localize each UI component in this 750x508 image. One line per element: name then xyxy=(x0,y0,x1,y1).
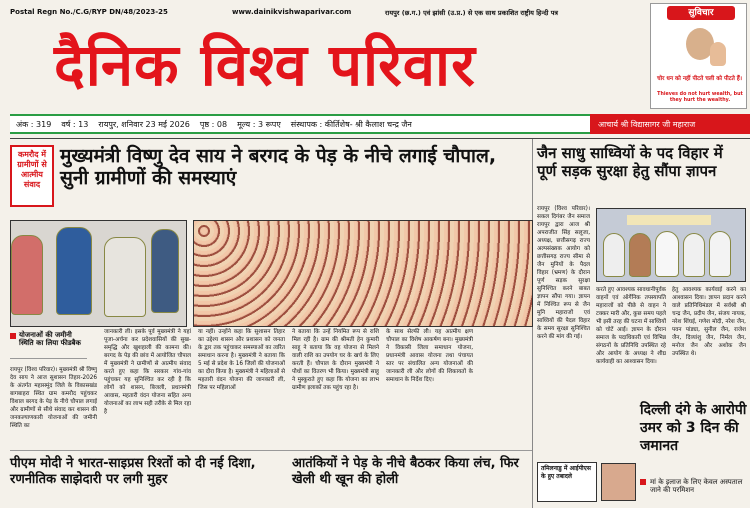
thought-hindi: चोर धन को नहीं पीटते चली को पीटते हैं। xyxy=(657,76,742,82)
chief-minister-photo xyxy=(10,220,187,327)
page-count: पृष्ठ : 08 xyxy=(199,119,228,129)
jain-headline[interactable]: जैन साधु साध्वियों के पद विहार में पूर्ण सड़क सुरक्षा हेतु सौंपा ज्ञापन xyxy=(537,144,723,180)
monk-hand-icon xyxy=(710,42,726,66)
person-silhouette-2 xyxy=(56,227,92,315)
monk-portrait xyxy=(658,24,740,76)
lead-column-2: जानकारी ली। इसके पूर्व मुख्यमंत्री ने यहां पूजा-अर्चना कर प्रदेशवासियों की सुख-समृद्धि और खुशहाली की कामना की। बरगद के पेड़ की छांव में आयोजित चौपाल में मुख्यमंत्री ने ग्रामीणों से आत्मीय संवाद करते हुए कहा कि सरकार गांव-गांव पहुंचकर यह सुनिश्चित कर रही है कि लोगों को शासन, बिजली, प्रधानमंत्री आवास, महतारी वंदन योजना सहित अन्य योजनाओं का लाभ सही तरीके से मिल रहा है xyxy=(104,329,191,415)
delhi-bullet-icon xyxy=(640,479,646,485)
tamilnadu-box xyxy=(537,462,597,502)
officer-photo xyxy=(601,463,636,501)
lead-column-1: रायपुर (विश्व परिवार)। मुख्यमंत्री श्री विष्णु देव साय ने आज सुशासन तिहार-2026 के अंतर्गत महासमुंद जिले के विकासखंड बागबाहरा स्थित ग्राम कमरौद पहुंचकर विशाल बरगद के पेड़ के नीचे चौपाल लगाई और ग्रामीणों से सीधे संवाद कर शासन की जनकल्याणकारी योजनाओं की जमीनी स्थिति का xyxy=(10,367,97,429)
photo-caption: योजनाओं की जमीनी स्थिति का लिया फीडबैक xyxy=(19,331,81,347)
lead-headline[interactable]: मुख्यमंत्री विष्णु देव साय ने बरगद के पेड़ के नीचे लगाई चौपाल, सुनी ग्रामीणों की समस्याएं xyxy=(60,145,497,190)
banner-text-strip xyxy=(627,215,711,225)
delegate-silhouette-1 xyxy=(603,233,625,277)
issue-number: अंक : 319 xyxy=(16,119,52,129)
delegate-silhouette-5 xyxy=(709,231,731,277)
publication-date: रायपुर, शनिवार 23 मई 2026 xyxy=(98,119,190,129)
bottom-divider xyxy=(10,450,532,451)
postal-registration: Postal Regn No./C.G/RYP DN/48/2023-25 xyxy=(10,8,168,16)
newspaper-title: दैनिक विश्व परिवार xyxy=(54,31,476,99)
masthead xyxy=(10,26,570,110)
thought-of-the-day xyxy=(650,3,747,109)
lead-column-3: या नहीं। उन्होंने कहा कि सुशासन तिहार का उद्देश्य शासन और प्रशासन को जनता के द्वार तक पहुंचाकर समस्याओं का त्वरित समाधान करना है। मुख्यमंत्री ने बताया कि 5 मई से प्रदेश के 16 जिलों की योजनाओं का दौरा किया है। मुख्यमंत्री ने महिलाओं से महतारी वंदन योजना की जानकारी ली, जिस पर महिलाओं xyxy=(198,329,285,391)
lead-story-tag: कमरौद में ग्रामीणों से आत्मीय संवाद xyxy=(10,145,54,207)
delhi-subhead-text: मां के इलाज के लिए केवल अस्पताल जाने की परमिशन xyxy=(650,478,743,494)
person-silhouette-4 xyxy=(151,229,179,313)
bottom-left-headline[interactable]: पीएम मोदी ने भारत-साइप्रस रिश्तों को दी नई दिशा, रणनीतिक साझेदारी पर लगी मुहर xyxy=(10,456,256,487)
thought-heading: सुविचार xyxy=(667,6,735,20)
delhi-headline[interactable]: दिल्ली दंगे के आरोपी उमर को 3 दिन की जमानत xyxy=(640,402,747,454)
lead-column-4: ने बताया कि उन्हें नियमित रूप से राशि मिल रही है। ग्राम की श्रीमती हेन कुमारी साहू ने बताया कि वह योजना से मिलने वाली राशि का उपयोग घर के खर्च के लिए करती हैं। चौपाल के दौरान मुख्यमंत्री ने पौधों का वितरण भी किया। मुख्यमंत्री साहू ने मुस्कुराते हुए कहा कि योजना का लाभ ग्रामीण इलाकों तक पहुंच रहा है। xyxy=(292,329,379,391)
jain-memo-photo xyxy=(596,208,746,282)
price: मूल्य : 3 रूपए xyxy=(237,119,281,129)
bottom-middle-headline[interactable]: आतंकियों ने पेड़ के नीचे बैठकर किया लंच, फिर खेली थी खून की होली xyxy=(292,456,519,487)
delegate-silhouette-2 xyxy=(629,233,651,277)
delegate-silhouette-4 xyxy=(683,233,705,277)
caption-bullet-icon xyxy=(10,333,16,339)
masthead-topline xyxy=(10,6,560,24)
person-silhouette-1 xyxy=(11,235,43,315)
website-url[interactable]: www.dainikvishwaparivar.com xyxy=(232,8,352,16)
person-silhouette-3 xyxy=(104,237,146,317)
thought-credit: आचार्य श्री विद्यासागर जी महाराज xyxy=(598,119,696,129)
edition-tagline: रायपुर (छ.ग.) एवं झांसी (उ.प्र.) से एक साथ प्रकाशित राष्ट्रीय हिन्दी पत्र xyxy=(385,9,559,17)
tamilnadu-headline[interactable]: तमिलनाडु में आईपीएस के हुए तबादले xyxy=(541,465,591,480)
jain-column-2: करते हुए आवश्यक सावधानीपूर्वक वाहनों एवं ऑर्गेनिक तपस्यापति महाराजों को पीछे से वाहन ने टक्कर मारी और, कुछ समय पहले भी इसी तरह की घटना में साध्वियों को चोटें आईं। ज्ञापन के दौरान समाज के पदाधिकारी एवं विभिन्न संगठनों के प्रतिनिधि उपस्थित रहे और आयोग के अध्यक्ष ने शीघ्र कार्यवाही का आश्वासन दिया। xyxy=(596,287,666,365)
jain-column-3: हेतु आवश्यक कार्यवाई करने का आश्वासन दिया। ज्ञापन प्रदान करने वाले प्रतिनिधिमंडल में सर्वश्री श्री चन्द्र जैन, प्रदीप जैन, संजय नायक, नरेश शिंघई, गणेश मोदी, नरेश जैन, पवन पांड्या, सुनील जैन, राजेश जैन, दिव्यांशु जैन, निर्मल जैन, मनोज जैन और अशोक जैन उपस्थित थे। xyxy=(672,287,746,357)
thought-english: Thieves do not hurt wealth, but they hurt the wealthy. xyxy=(657,92,743,103)
delegate-silhouette-3 xyxy=(655,231,679,277)
crowd-photo xyxy=(193,220,533,327)
lead-column-5: के साथ सेल्फी ली। यह आत्मीय क्षण चौपाल का विशेष आकर्षण बना। मुख्यमंत्री ने विकासी जिला समाधान योजना, प्रधानमंत्री आवास योजना तथा पंचायत स्तर पर संचालित अन्य योजनाओं की जानकारी ली और लोगों की शिकायतों के समाधान के निर्देश दिए। xyxy=(386,329,473,383)
founder: संस्थापक : कीर्तिशेष- श्री कैलाश चन्द्र जैन xyxy=(290,119,412,129)
jain-column-1: रायपुर (विश्व परिवार)। सकल दिगंबर जैन समाज रायपुर द्वारा आज श्री अपराजीत सिंह सलूजा, अध्यक्ष, छत्तीसगढ़ राज्य अल्पसंख्यक आयोग को छत्तीसगढ़ राज्य सीमा से जैन मुनियों के पैदल विहार (भ्रमण) के दौरान पूर्ण सड़क सुरक्षा सुनिश्चित करने बाबत ज्ञापन सौंपा गया। ज्ञापन में निश्चित रूप से जैन मुनि महाराजों एवं साध्वियों की पैदल विहार के समय सुरक्षा सुनिश्चित करने की मांग की गई। xyxy=(537,206,590,340)
headline-divider xyxy=(10,138,750,139)
year-number: वर्ष : 13 xyxy=(61,119,89,129)
issue-info-bar xyxy=(10,114,590,134)
thought-credit-bar xyxy=(590,114,750,134)
caption-box xyxy=(10,331,87,359)
